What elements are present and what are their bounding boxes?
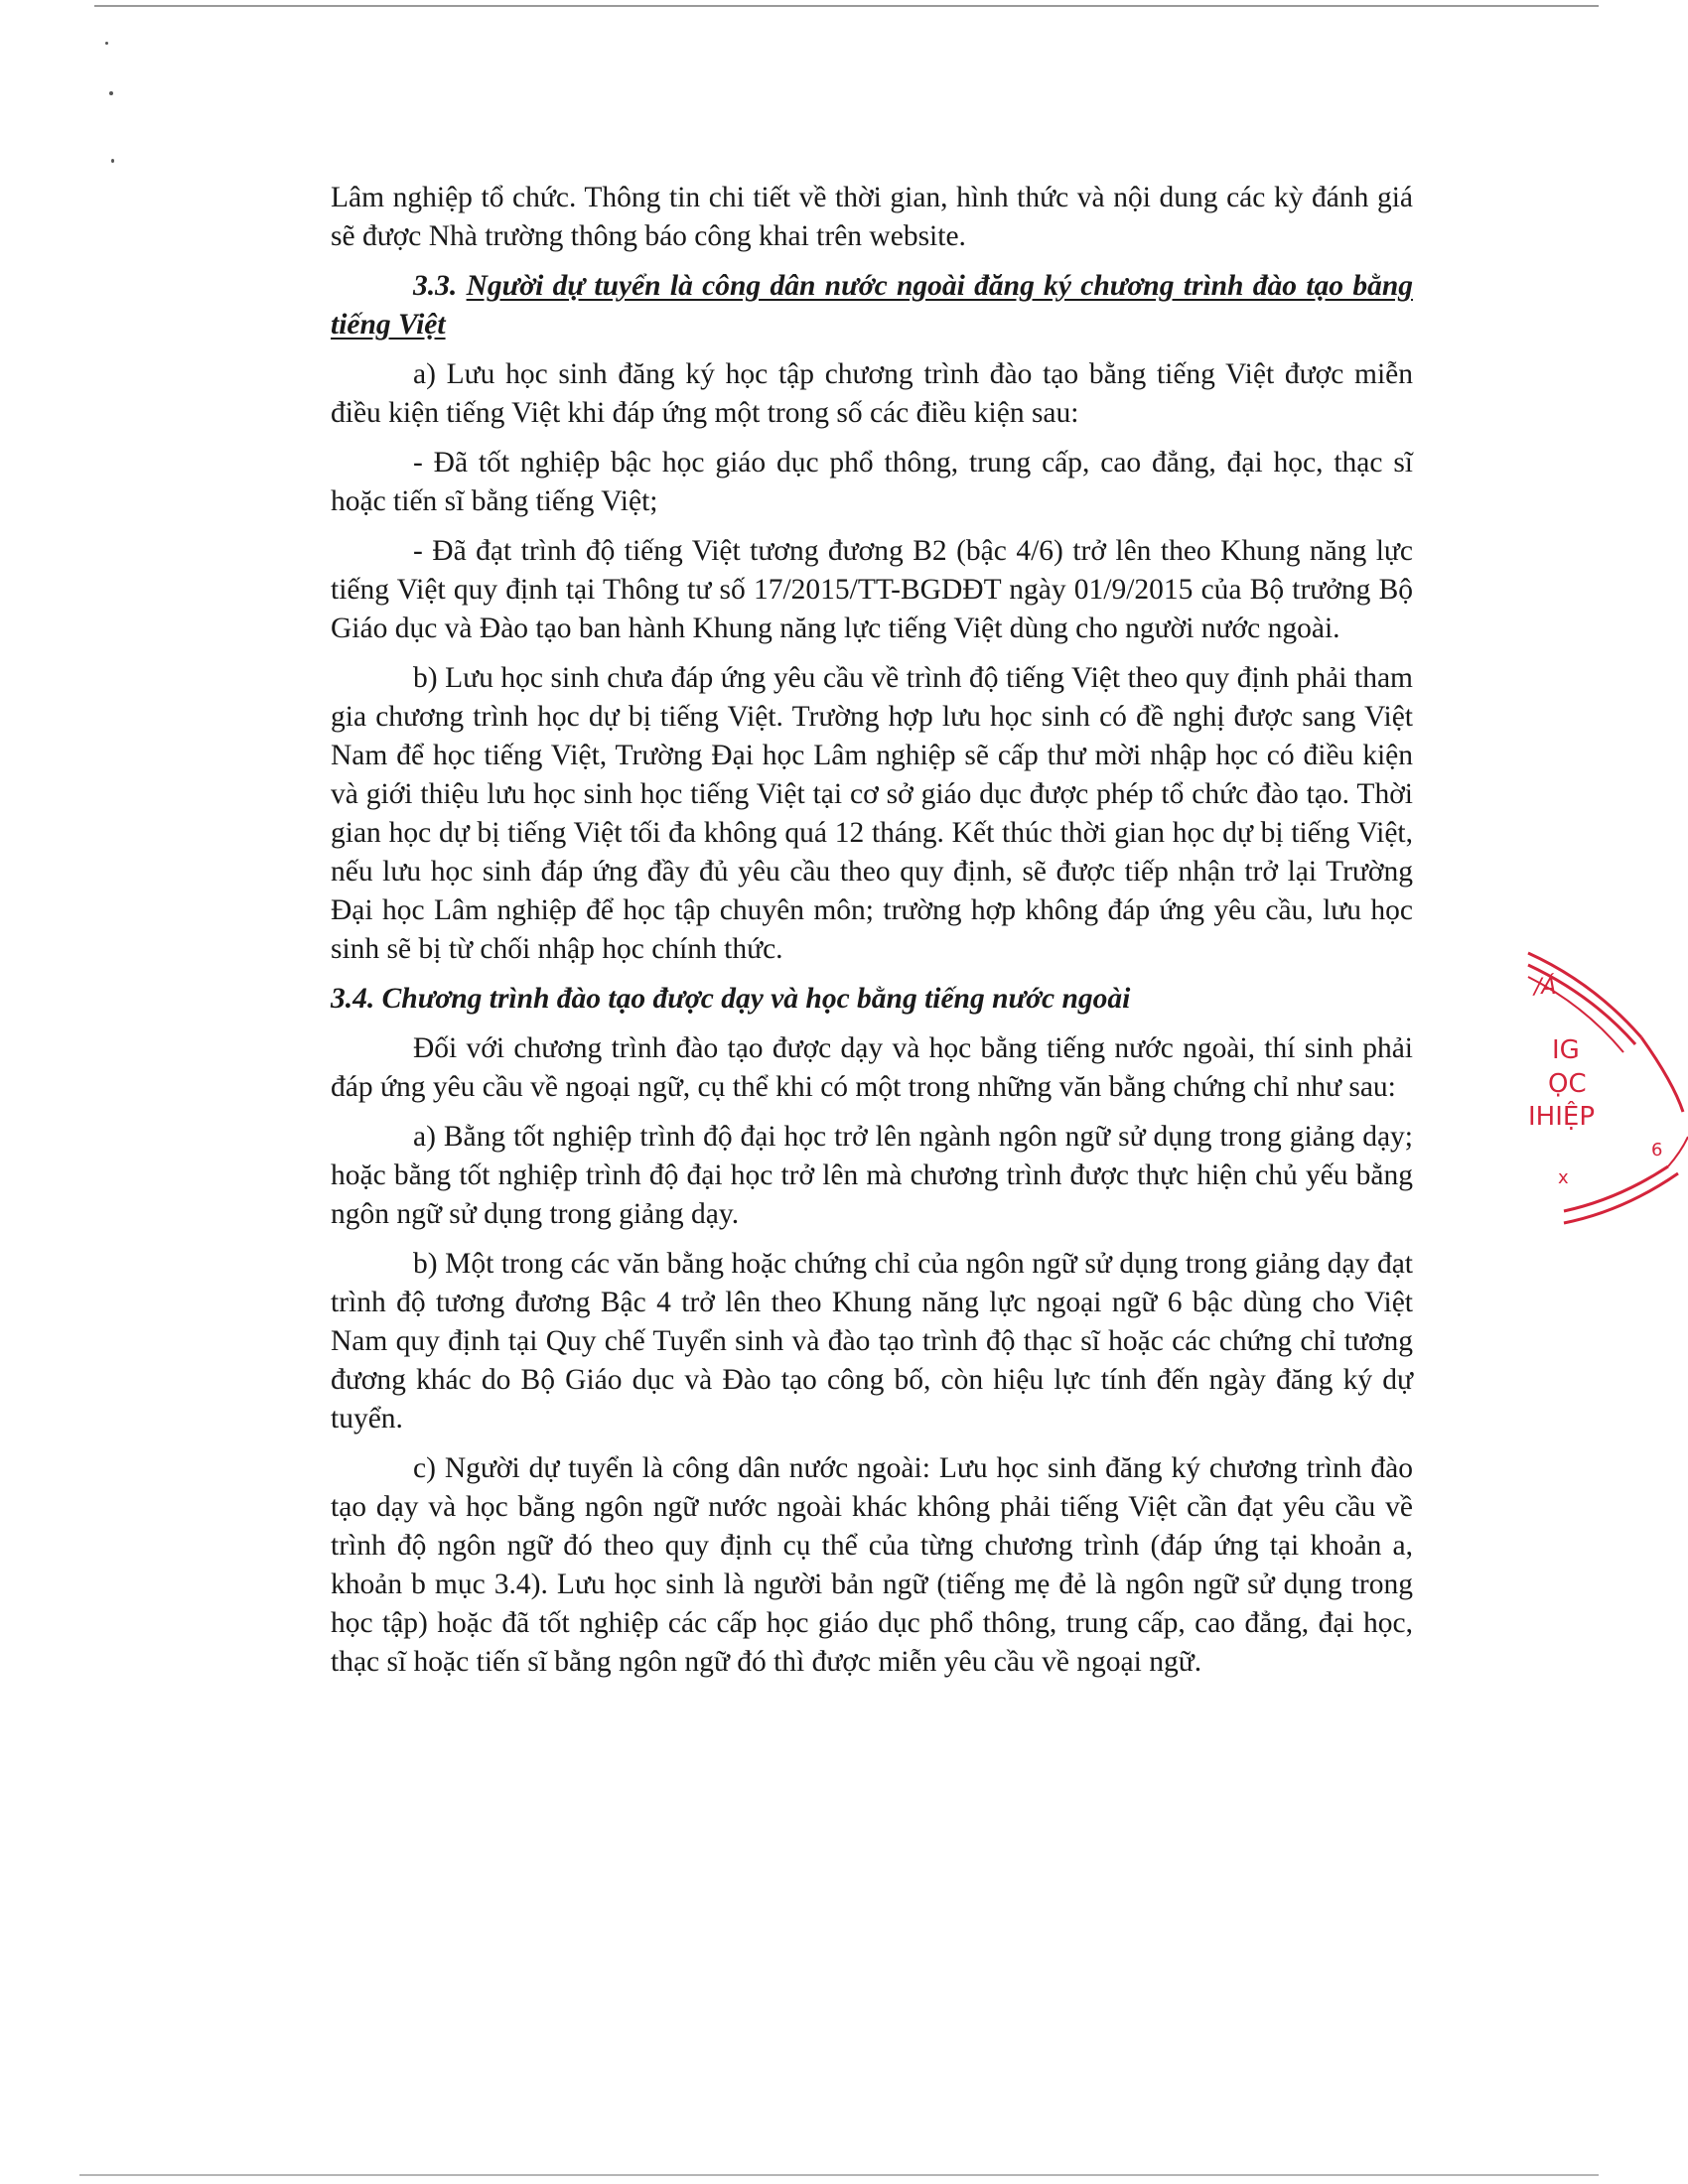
section-number-3-3: 3.3. — [413, 270, 458, 302]
seal-text: IHIỆP — [1528, 1102, 1595, 1132]
seal-text: 6 — [1651, 1140, 1663, 1160]
scan-speck — [109, 91, 113, 95]
scan-speck — [111, 159, 114, 163]
seal-text: ỌC — [1548, 1069, 1587, 1099]
paragraph-3-3-a: a) Lưu học sinh đăng ký học tập chương trình đào tạo bằng tiếng Việt được miễn điều kiện tiếng Việt khi đáp ứng một trong số các điều kiện sau: — [331, 358, 1413, 429]
red-seal-stamp — [1524, 943, 1688, 1231]
paragraph-3-3-a-item-2: - Đã đạt trình độ tiếng Việt tương đương B2 (bậc 4/6) trở lên theo Khung năng lực tiếng Việt quy định tại Thông tư số 17/2015/TT-BGDĐT ngày 01/9/2015 của Bộ trưởng Bộ Giáo dục và Đào tạo ban hành Khung năng lực tiếng Việt dùng cho người nước ngoài. — [331, 535, 1413, 644]
seal-text: x — [1558, 1167, 1569, 1188]
scan-bottom-edge — [79, 2174, 1599, 2176]
paragraph-3-4-c: c) Người dự tuyển là công dân nước ngoài: Lưu học sinh đăng ký chương trình đào tạo dạy và học bằng ngôn ngữ nước ngoài khác không phải tiếng Việt cần đạt yêu cầu về trình độ ngôn ngữ đó theo quy định cụ thể của từng chương trình (đáp ứng tại khoản a, khoản b mục 3.4). Lưu học sinh là người bản ngữ (tiếng mẹ đẻ là ngôn ngữ sử dụng trong học tập) hoặc đã tốt nghiệp các cấp học giáo dục phổ thông, trung cấp, cao đẳng, đại học, thạc sĩ hoặc tiến sĩ bằng ngôn ngữ đó thì được miễn yêu cầu về ngoại ngữ. — [331, 1452, 1413, 1678]
paragraph-3-4-a: a) Bằng tốt nghiệp trình độ đại học trở lên ngành ngôn ngữ sử dụng trong giảng dạy; hoặc bằng tốt nghiệp trình độ đại học trở lên mà chương trình được thực hiện chủ yếu bằng ngôn ngữ sử dụng trong giảng dạy. — [331, 1121, 1413, 1230]
paragraph-continuation: Lâm nghiệp tổ chức. Thông tin chi tiết về thời gian, hình thức và nội dung các kỳ đánh giá sẽ được Nhà trường thông báo công khai trên website. — [331, 182, 1413, 252]
paragraph-3-4-intro: Đối với chương trình đào tạo được dạy và học bằng tiếng nước ngoài, thí sinh phải đáp ứng yêu cầu về ngoại ngữ, cụ thể khi có một trong những văn bằng chứng chỉ như sau: — [331, 1032, 1413, 1103]
seal-text: IG — [1552, 1035, 1580, 1065]
document-body — [331, 179, 1413, 1693]
paragraph-3-3-a-item-1: - Đã tốt nghiệp bậc học giáo dục phổ thông, trung cấp, cao đẳng, đại học, thạc sĩ hoặc tiến sĩ bằng tiếng Việt; — [331, 447, 1413, 517]
section-title-3-3: Người dự tuyển là công dân nước ngoài đăng ký chương trình đào tạo bằng tiếng Việt — [331, 270, 1414, 341]
paragraph-3-4-b: b) Một trong các văn bằng hoặc chứng chỉ của ngôn ngữ sử dụng trong giảng dạy đạt trình độ tương đương Bậc 4 trở lên theo Khung năng lực ngoại ngữ 6 bậc dùng cho Việt Nam quy định tại Quy chế Tuyển sinh và đào tạo trình độ thạc sĩ hoặc các chứng chỉ tương đương khác do Bộ Giáo dục và Đào tạo công bố, còn hiệu lực tính đến ngày đăng ký dự tuyển. — [331, 1248, 1413, 1434]
scan-top-edge — [94, 5, 1599, 7]
paragraph-3-3-b: b) Lưu học sinh chưa đáp ứng yêu cầu về trình độ tiếng Việt theo quy định phải tham gia chương trình học dự bị tiếng Việt. Trường hợp lưu học sinh có đề nghị được sang Việt Nam để học tiếng Việt, Trường Đại học Lâm nghiệp sẽ cấp thư mời nhập học có điều kiện và giới thiệu lưu học sinh học tiếng Việt tại cơ sở giáo dục được phép tổ chức đào tạo. Thời gian học dự bị tiếng Việt tối đa không quá 12 tháng. Kết thúc thời gian học dự bị tiếng Việt, nếu lưu học sinh đáp ứng đầy đủ yêu cầu theo quy định, sẽ được tiếp nhận trở lại Trường Đại học Lâm nghiệp để học tập chuyên môn; trường hợp không đáp ứng yêu cầu, lưu học sinh sẽ bị từ chối nhập học chính thức. — [331, 662, 1413, 965]
section-heading-3-3 — [331, 267, 1413, 344]
scan-speck — [105, 42, 108, 45]
section-heading-3-4: 3.4. Chương trình đào tạo được dạy và học bằng tiếng nước ngoài — [331, 983, 1131, 1015]
seal-text: /Á — [1534, 975, 1557, 1000]
